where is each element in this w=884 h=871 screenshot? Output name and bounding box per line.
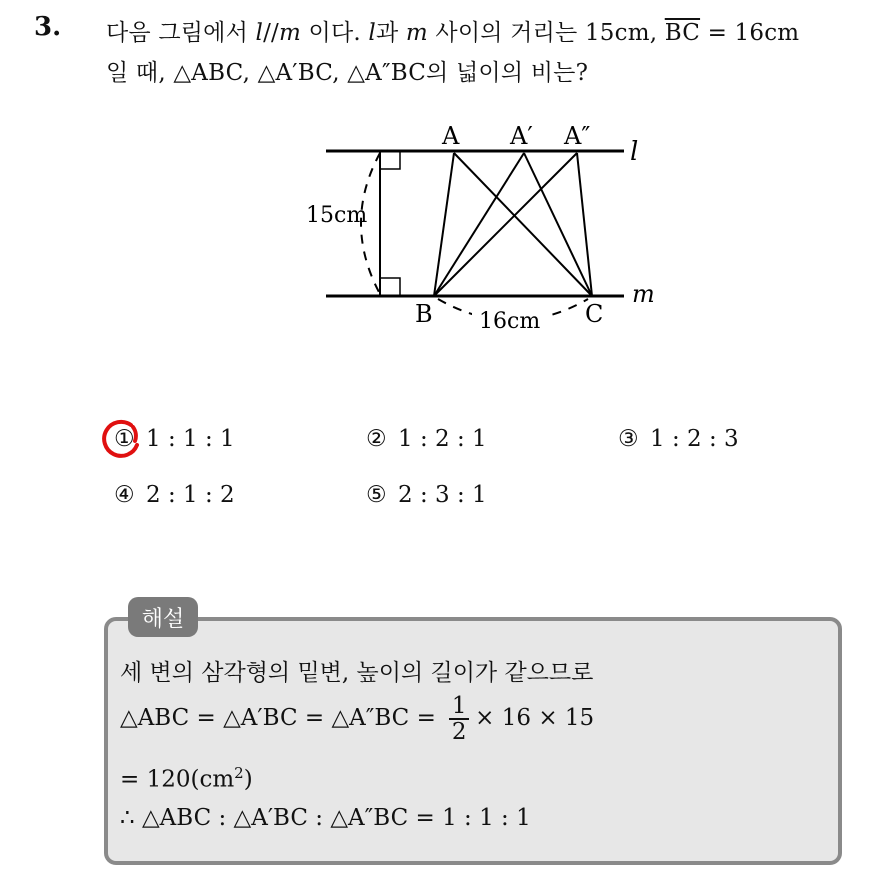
label-a: A — [442, 122, 460, 150]
unit-exponent: 2 — [234, 764, 244, 782]
right-angle-top — [380, 151, 400, 169]
choice-1-number: ① — [114, 426, 135, 452]
q-text-a: 다음 그림에서 — [106, 20, 256, 46]
segment-a1-c — [524, 153, 592, 296]
choice-2-number: ② — [366, 426, 387, 452]
choice-3-text: 1 : 2 : 3 — [650, 426, 739, 452]
right-angle-bottom — [380, 278, 400, 296]
solution-line-2 — [120, 694, 594, 744]
parallel-sign: // — [263, 20, 279, 46]
label-b: B — [415, 300, 433, 328]
solution-tab: 해설 — [128, 597, 198, 637]
choice-5[interactable] — [366, 482, 487, 508]
var-m-2: m — [405, 20, 428, 46]
q-text-d: 사이의 거리는 15cm, — [427, 20, 665, 46]
choice-5-text: 2 : 3 : 1 — [398, 482, 487, 508]
choice-1-text: 1 : 1 : 1 — [146, 426, 235, 452]
label-l: l — [630, 137, 639, 167]
choice-4-number: ④ — [114, 482, 135, 508]
choice-2[interactable] — [366, 426, 487, 452]
choice-3[interactable] — [618, 426, 739, 452]
fraction-numerator: 1 — [451, 693, 467, 719]
label-m: m — [632, 280, 655, 308]
solution-line-4: ∴ △ABC : △A′BC : △A″BC = 1 : 1 : 1 — [120, 805, 531, 831]
answer-circle-mark — [99, 417, 143, 461]
solution-result: = 120(cm — [120, 766, 235, 793]
label-a-double-prime: A″ — [564, 122, 591, 150]
choice-5-number: ⑤ — [366, 482, 387, 508]
solution-multiplication: × 16 × 15 — [475, 705, 595, 732]
label-a-prime: A′ — [510, 122, 533, 150]
question-text-line1 — [106, 14, 799, 47]
solution-line-3 — [120, 764, 253, 793]
solution-area-equality: △ABC = △A′BC = △A″BC = — [120, 705, 444, 732]
segment-a2-c — [577, 153, 592, 296]
fraction-one-half — [449, 694, 469, 744]
choice-4-text: 2 : 1 : 2 — [146, 482, 235, 508]
choice-2-text: 1 : 2 : 1 — [398, 426, 487, 452]
choice-4[interactable] — [114, 482, 235, 508]
segment-a-b — [434, 153, 454, 296]
q-text-c: 과 — [375, 20, 406, 46]
question-text-line2: 일 때, △ABC, △A′BC, △A″BC의 넓이의 비는? — [106, 60, 589, 86]
height-label: 15cm — [306, 203, 368, 228]
choice-3-number: ③ — [618, 426, 639, 452]
geometry-figure — [296, 110, 666, 340]
var-l-2: l — [368, 20, 376, 46]
label-c: C — [585, 300, 604, 328]
segment-a1-b — [434, 153, 524, 296]
segment-bc: $\overline{BC}$ — [664, 20, 701, 46]
q-text-e: = 16cm — [700, 20, 800, 46]
solution-result-close: ) — [243, 766, 253, 793]
solution-line-1: 세 변의 삼각형의 밑변, 높이의 길이가 같으므로 — [120, 660, 594, 686]
base-label: 16cm — [479, 309, 541, 334]
segment-a-c — [454, 153, 592, 296]
q-text-b: 이다. — [301, 20, 369, 46]
var-l: l — [255, 20, 264, 46]
var-m: m — [279, 20, 302, 46]
fraction-denominator: 2 — [451, 719, 467, 746]
segment-a2-b — [434, 153, 577, 296]
question-number: 3. — [34, 12, 62, 42]
